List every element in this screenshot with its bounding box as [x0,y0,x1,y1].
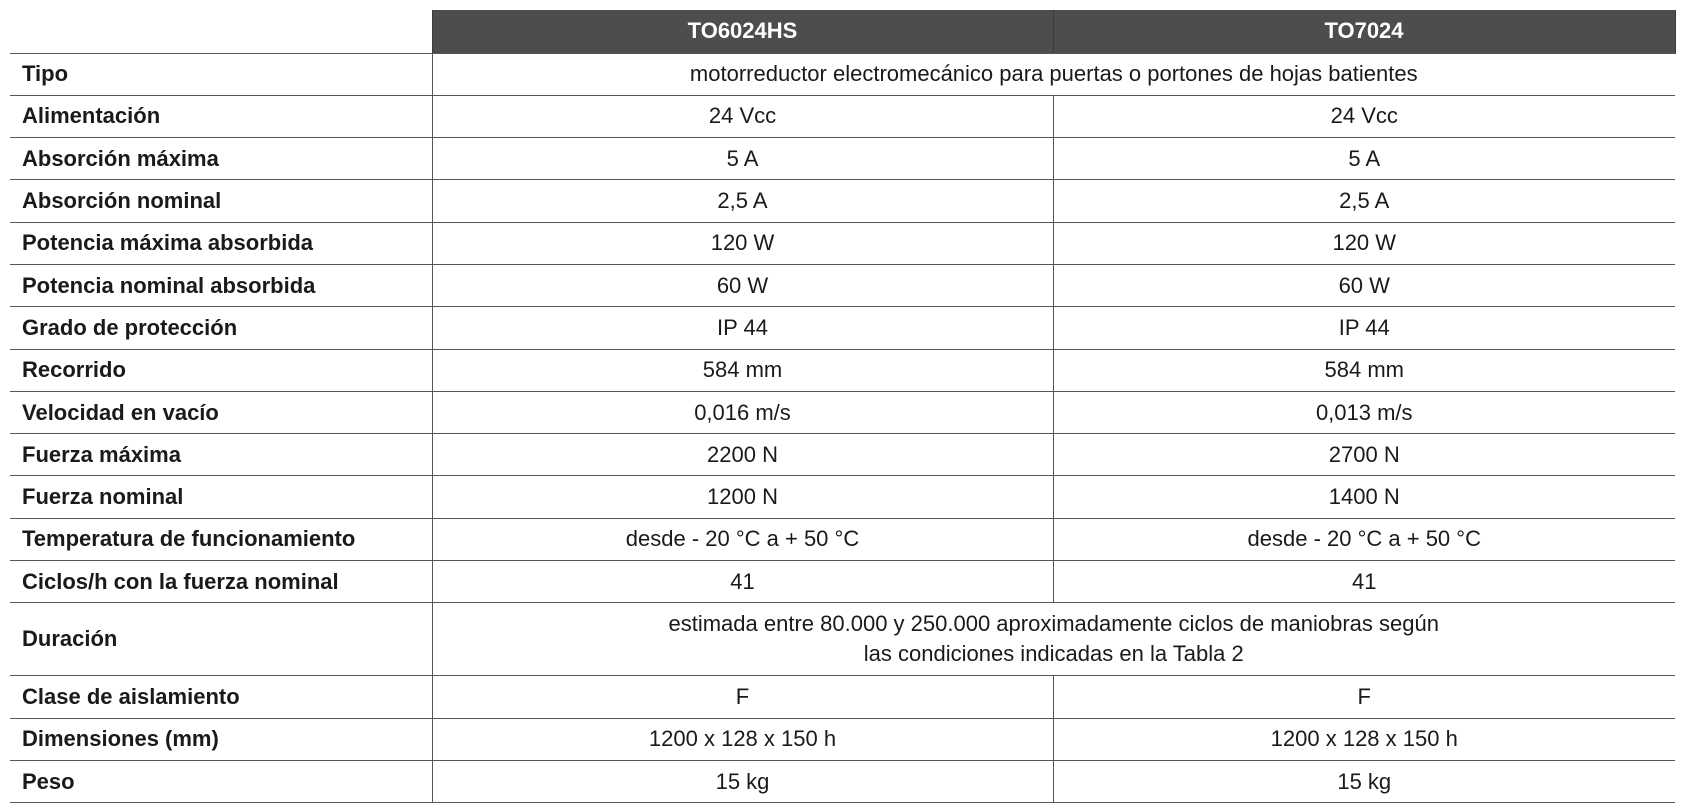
value-cell: 2200 N [432,434,1053,476]
table-row [10,676,1675,718]
value-cell: F [432,676,1053,718]
row-label: Recorrido [10,349,432,391]
value-cell: 5 A [432,138,1053,180]
row-label: Potencia nominal absorbida [10,264,432,306]
table-row [10,391,1675,433]
table-row [10,760,1675,802]
table-row [10,603,1675,676]
table-row [10,349,1675,391]
row-label: Ciclos/h con la fuerza nominal [10,561,432,603]
value-cell: 120 W [432,222,1053,264]
value-cell: 60 W [432,264,1053,306]
row-label: Tipo [10,53,432,95]
row-label: Duración [10,603,432,676]
table-row [10,53,1675,95]
value-cell: 5 A [1053,138,1675,180]
table-row [10,264,1675,306]
table-row [10,138,1675,180]
value-cell: 584 mm [432,349,1053,391]
merged-value-cell [432,603,1675,676]
row-label: Alimentación [10,95,432,137]
row-label: Peso [10,760,432,802]
table-row [10,222,1675,264]
row-label: Fuerza nominal [10,476,432,518]
value-cell: desde - 20 °C a + 50 °C [432,518,1053,560]
table-row [10,718,1675,760]
row-label: Grado de protección [10,307,432,349]
value-cell: 1400 N [1053,476,1675,518]
row-label: Dimensiones (mm) [10,718,432,760]
value-cell: 1200 x 128 x 150 h [1053,718,1675,760]
row-label: Clase de aislamiento [10,676,432,718]
value-cell: F [1053,676,1675,718]
table-row [10,434,1675,476]
table-row [10,476,1675,518]
row-label: Absorción máxima [10,138,432,180]
value-cell: desde - 20 °C a + 50 °C [1053,518,1675,560]
value-cell: 0,016 m/s [432,391,1053,433]
value-cell: 120 W [1053,222,1675,264]
value-cell: 1200 N [432,476,1053,518]
row-label: Temperatura de funcionamiento [10,518,432,560]
column-header: TO6024HS [432,10,1053,53]
value-cell: 15 kg [1053,760,1675,802]
value-cell: 60 W [1053,264,1675,306]
table-row [10,561,1675,603]
row-label: Fuerza máxima [10,434,432,476]
value-cell: 24 Vcc [432,95,1053,137]
row-label: Velocidad en vacío [10,391,432,433]
header-row [10,10,1675,53]
row-label: Absorción nominal [10,180,432,222]
value-cell: 0,013 m/s [1053,391,1675,433]
value-cell: 2700 N [1053,434,1675,476]
value-cell: 41 [1053,561,1675,603]
spec-table [10,10,1676,803]
value-cell: 2,5 A [432,180,1053,222]
table-row [10,307,1675,349]
row-label: Potencia máxima absorbida [10,222,432,264]
value-cell: 1200 x 128 x 150 h [432,718,1053,760]
value-cell: IP 44 [1053,307,1675,349]
value-cell: 584 mm [1053,349,1675,391]
merged-value-line: las condiciones indicadas en la Tabla 2 [863,641,1244,667]
merged-value-cell: motorreductor electromecánico para puertas o portones de hojas batientes [432,53,1675,95]
table-row [10,95,1675,137]
value-cell: IP 44 [432,307,1053,349]
value-cell: 15 kg [432,760,1053,802]
table-row [10,180,1675,222]
header-blank-cell [10,10,432,53]
value-cell: 41 [432,561,1053,603]
column-header: TO7024 [1053,10,1675,53]
value-cell: 2,5 A [1053,180,1675,222]
table-row [10,518,1675,560]
merged-value-line: estimada entre 80.000 y 250.000 aproximadamente ciclos de maniobras según [668,611,1439,637]
value-cell: 24 Vcc [1053,95,1675,137]
